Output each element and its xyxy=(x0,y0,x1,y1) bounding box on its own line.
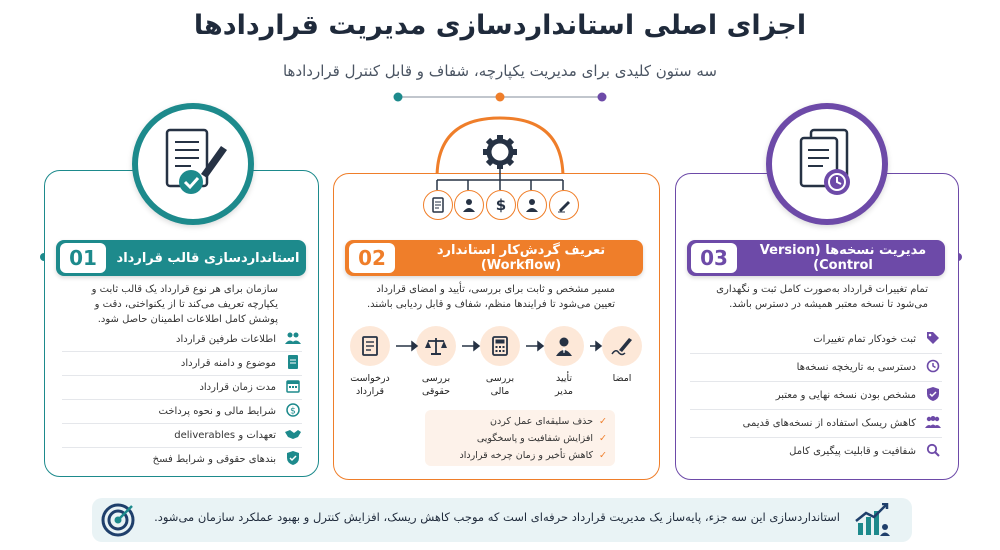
list-item: شفافیت و قابلیت پیگیری کامل xyxy=(690,438,942,465)
sign-mini-icon xyxy=(549,190,579,220)
dollar-mini-icon: $ xyxy=(486,190,516,220)
list-item: اطلاعات طرفین قرارداد xyxy=(62,328,302,352)
template-description: سازمان برای هر نوع قرارداد یک قالب ثابت و یکپارچه تعریف می‌کند تا از یکنواختی، دقت و پوشش کامل اطلاعات اطمینان حاصل شود. xyxy=(91,284,278,325)
workflow-steps xyxy=(342,326,650,406)
users-icon xyxy=(284,332,302,347)
growth-team-icon xyxy=(852,503,892,537)
person-mini-icon xyxy=(454,190,484,220)
check-icon: ✓ xyxy=(599,416,607,427)
list-item: بندهای حقوقی و شرایط فسخ xyxy=(62,448,302,471)
list-item: کاهش ریسک استفاده از نسخه‌های قدیمی xyxy=(690,410,942,438)
document-icon xyxy=(284,355,302,372)
list-item: مدت زمان قرارداد xyxy=(62,376,302,400)
page-title: اجزای اصلی استانداردسازی مدیریت قراردادها xyxy=(193,10,807,41)
workflow-step: امضا xyxy=(598,326,646,385)
list-item: ثبت خودکار تمام تغییرات xyxy=(690,326,942,354)
template-banner xyxy=(56,240,306,276)
handshake-icon xyxy=(284,428,302,443)
version-description: تمام تغییرات قرارداد به‌صورت کامل ثبت و نگهداری می‌شود تا نسخه معتبر همیشه در دسترس باشد. xyxy=(716,284,928,310)
template-title: استانداردسازی قالب قرارداد xyxy=(116,250,300,266)
workflow-step: درخواست قرارداد xyxy=(346,326,394,398)
workflow-step: بررسی حقوقی xyxy=(412,326,460,398)
verified-icon xyxy=(924,387,942,404)
history-icon xyxy=(924,359,942,376)
workflow-title: تعریف گردش‌کار استاندارد (Workflow) xyxy=(436,243,606,273)
workflow-number: 02 xyxy=(349,243,395,273)
list-item: $ شرایط مالی و نحوه پرداخت xyxy=(62,400,302,424)
page-subtitle: سه ستون کلیدی برای مدیریت یکپارچه، شفاف و قابل کنترل قراردادها xyxy=(282,62,717,80)
documents-history-icon xyxy=(787,124,867,204)
version-items xyxy=(690,326,942,465)
version-banner xyxy=(687,240,945,276)
tag-icon xyxy=(924,331,942,348)
template-number: 01 xyxy=(60,243,106,273)
workflow-step: بررسی مالی xyxy=(476,326,524,398)
benefit-item: ✓ حذف سلیقه‌ای عمل کردن xyxy=(489,416,607,427)
search-icon xyxy=(924,443,942,460)
shield-icon xyxy=(284,451,302,468)
workflow-benefits xyxy=(425,410,615,466)
list-item: مشخص بودن نسخه نهایی و معتبر xyxy=(690,382,942,410)
team-icon xyxy=(924,416,942,431)
money-icon xyxy=(284,403,302,420)
workflow-banner xyxy=(345,240,643,276)
svg-text:$: $ xyxy=(290,406,296,417)
benefit-item: ✓ افزایش شفافیت و پاسخگویی xyxy=(476,433,607,444)
workflow-arrows xyxy=(342,326,650,366)
doc-mini-icon xyxy=(423,190,453,220)
template-items xyxy=(62,328,302,471)
workflow-description: مسیر مشخص و ثابت برای بررسی، تأیید و امضای قرارداد تعیین می‌شود تا فرایندها منظم، شفاف و قابل ردیابی باشند. xyxy=(366,284,615,310)
check-icon: ✓ xyxy=(599,433,607,444)
footer-text: استانداردسازی این سه جزء، پایه‌ساز یک مدیریت قرارداد حرفه‌ای است که موجب کاهش ریسک، افزایش کنترل و بهبود عملکرد سازمان می‌شود. xyxy=(154,510,840,524)
version-number: 03 xyxy=(691,243,737,273)
version-icon-circle xyxy=(766,103,888,225)
list-item: دسترسی به تاریخچه نسخه‌ها xyxy=(690,354,942,382)
list-item: موضوع و دامنه قرارداد xyxy=(62,352,302,376)
list-item: تعهدات و deliverables xyxy=(62,424,302,448)
version-title: مدیریت نسخه‌ها (Version Control) xyxy=(759,243,927,273)
manager-mini-icon xyxy=(517,190,547,220)
target-icon xyxy=(100,502,136,538)
calendar-icon xyxy=(284,379,302,396)
workflow-step: تأیید مدیر xyxy=(540,326,588,398)
benefit-item: ✓ کاهش تأخیر و زمان چرخه قرارداد xyxy=(459,450,607,461)
check-icon: ✓ xyxy=(599,450,607,461)
